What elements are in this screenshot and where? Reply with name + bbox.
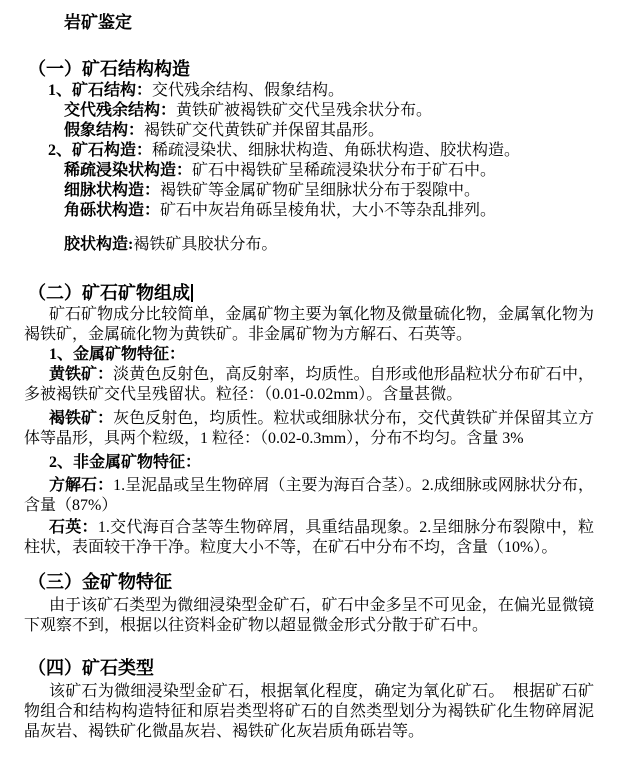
pyrite-paragraph <box>24 365 594 405</box>
list-item-veinlet-construction <box>64 181 594 201</box>
mineral-label: 方解石： <box>49 477 114 494</box>
mineral-label: 褐铁矿： <box>49 410 114 427</box>
mineral-text: 1.交代海百合茎等生物碎屑，具重结晶现象。2.呈细脉分布裂隙中，粒柱状，表面较干净干净。粒度大小不等，在矿石中分布不均，含量（10%）。 <box>24 519 594 556</box>
section-heading-2-text: （二）矿石矿物组成 <box>28 283 190 303</box>
section-heading-1: （一）矿石结构构造 <box>28 59 190 79</box>
list-item-ore-structure <box>48 81 594 101</box>
term-label: 稀疏浸染状构造： <box>64 162 193 179</box>
list-item-ore-constructions <box>48 141 594 161</box>
term-label: 1、矿石结构： <box>48 82 153 99</box>
term-text: 褐铁矿具胶状分布。 <box>133 236 278 253</box>
term-label: 2、矿石构造： <box>48 142 153 159</box>
term-text: 稀疏浸染状、细脉状构造、角砾状构造、胶状构造。 <box>152 142 521 159</box>
gold-paragraph: 由于该矿石类型为微细浸染型金矿石，矿石中金多呈不可见金，在偏光显微镜下观察不到，根据以往资料金矿物以超显微金形式分散于矿石中。 <box>24 597 594 634</box>
nonmetal-minerals-subhead: 2、非金属矿物特征： <box>49 454 202 471</box>
mineral-text: 淡黄色反射色，高反射率，均质性。自形或他形晶粒状分布矿石中，多被褐铁矿交代呈残留状。粒径：（0.01-0.02mm）。含量甚微。 <box>24 366 594 403</box>
list-item-relict-texture <box>64 101 594 121</box>
list-item-colloidal-construction <box>64 235 594 255</box>
list-item-breccia-construction <box>64 201 594 221</box>
term-label: 角砾状构造： <box>64 202 161 219</box>
calcite-paragraph <box>24 476 594 516</box>
mineral-label: 黄铁矿： <box>49 366 114 383</box>
metal-minerals-subhead: 1、金属矿物特征： <box>49 346 186 363</box>
list-item-pseudomorph-texture <box>64 121 594 141</box>
section-heading-2 <box>28 281 594 305</box>
section-heading-4: （四）矿石类型 <box>28 658 154 678</box>
term-text: 交代残余结构、假象结构。 <box>152 82 345 99</box>
term-label: 细脉状构造： <box>64 182 161 199</box>
term-text: 矿石中褐铁矿呈稀疏浸染状分布于矿石中。 <box>192 162 497 179</box>
mineral-text: 灰色反射色，均质性。粒状或细脉状分布，交代黄铁矿并保留其立方体等晶形，具两个粒级，1 粒径：（0.02-0.3mm），分布不均匀。含量 3% <box>24 410 594 447</box>
term-label: 胶状构造: <box>64 236 134 253</box>
limonite-paragraph <box>24 409 594 449</box>
term-label: 假象结构： <box>64 122 145 139</box>
quartz-paragraph <box>24 518 594 558</box>
term-text: 褐铁矿等金属矿物矿呈细脉状分布于裂隙中。 <box>160 182 481 199</box>
text-cursor <box>191 284 193 302</box>
term-label: 交代残余结构： <box>64 102 177 119</box>
mineral-label: 石英： <box>49 519 98 536</box>
ore-type-paragraph: 该矿石为微细浸染型金矿石，根据氧化程度，确定为氧化矿石。 根据矿石矿物组合和结构构造特征和原岩类型将矿石的自然类型划分为褐铁矿化生物碎屑泥晶灰岩、褐铁矿化微晶灰岩、褐铁矿化灰岩质角砾岩等。 <box>24 683 594 740</box>
term-text: 黄铁矿被褐铁矿交代呈残余状分布。 <box>176 102 433 119</box>
document-title: 岩矿鉴定 <box>64 13 132 32</box>
intro-paragraph: 矿石矿物成分比较简单，金属矿物主要为氧化物及微量硫化物，金属氧化物为褐铁矿，金属硫化物为黄铁矿。非金属矿物为方解石、石英等。 <box>24 306 594 343</box>
section-heading-3: （三）金矿物特征 <box>28 572 172 592</box>
term-text: 矿石中灰岩角砾呈棱角状，大小不等杂乱排列。 <box>160 202 497 219</box>
list-item-disseminated-construction <box>64 161 594 181</box>
term-text: 褐铁矿交代黄铁矿并保留其晶形。 <box>144 122 385 139</box>
mineral-text: 1.呈泥晶或呈生物碎屑（主要为海百合茎）。2.成细脉或网脉状分布，含量（87%） <box>24 477 594 514</box>
